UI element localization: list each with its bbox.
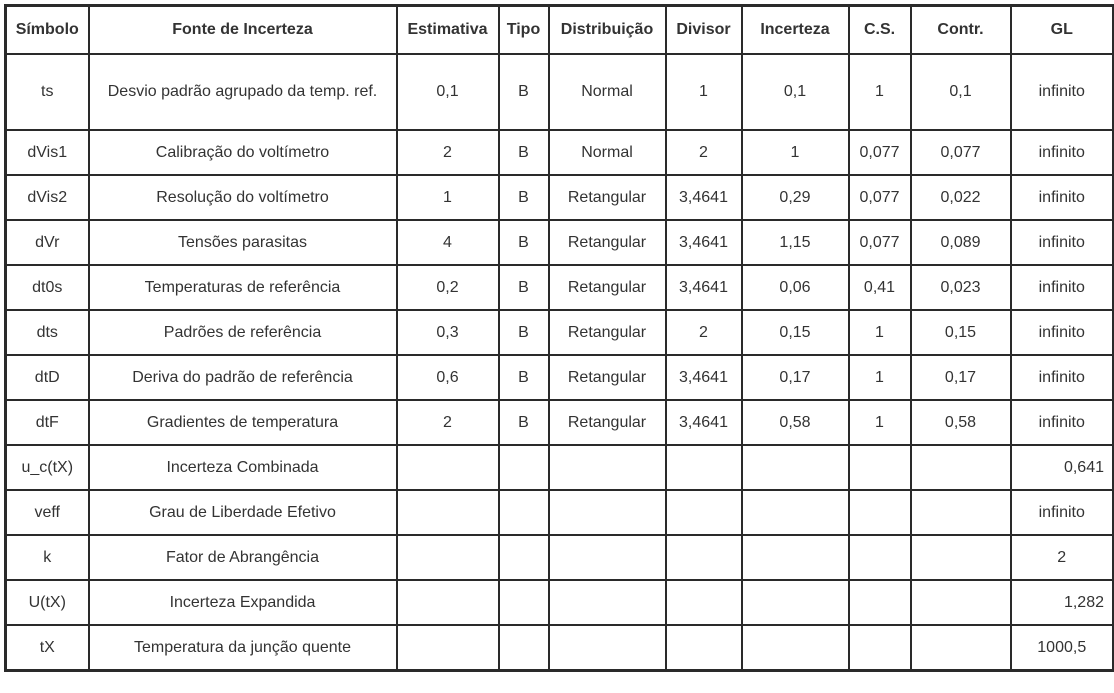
cell-incerteza: 1 — [742, 130, 849, 175]
cell-cs: 1 — [849, 355, 911, 400]
header-cs: C.S. — [849, 6, 911, 55]
cell-divisor: 3,4641 — [666, 220, 742, 265]
table-row — [6, 355, 1114, 400]
cell-empty — [666, 490, 742, 535]
cell-empty — [742, 445, 849, 490]
cell-estimativa: 2 — [397, 130, 499, 175]
cell-gl: infinito — [1011, 355, 1114, 400]
cell-fonte: Desvio padrão agrupado da temp. ref. — [89, 54, 397, 130]
cell-gl: infinito — [1011, 310, 1114, 355]
cell-cs: 1 — [849, 54, 911, 130]
table-row — [6, 130, 1114, 175]
cell-tipo: B — [499, 130, 549, 175]
cell-empty — [397, 580, 499, 625]
cell-tipo: B — [499, 310, 549, 355]
cell-empty — [666, 535, 742, 580]
cell-divisor: 1 — [666, 54, 742, 130]
summary-row-combined-uncertainty — [6, 445, 1114, 490]
cell-distribuicao: Retangular — [549, 310, 666, 355]
table-header — [6, 6, 1114, 55]
cell-simbolo: dts — [6, 310, 89, 355]
cell-empty — [849, 490, 911, 535]
cell-empty — [397, 625, 499, 671]
cell-gl: infinito — [1011, 220, 1114, 265]
cell-estimativa: 2 — [397, 400, 499, 445]
summary-row-coverage-factor — [6, 535, 1114, 580]
table-body — [6, 54, 1114, 671]
cell-fonte: Tensões parasitas — [89, 220, 397, 265]
cell-empty — [499, 625, 549, 671]
cell-fonte: Deriva do padrão de referência — [89, 355, 397, 400]
table-row — [6, 54, 1114, 130]
cell-contr: 0,077 — [911, 130, 1011, 175]
cell-gl: infinito — [1011, 130, 1114, 175]
cell-divisor: 2 — [666, 310, 742, 355]
cell-gl-value: infinito — [1011, 490, 1114, 535]
cell-empty — [849, 535, 911, 580]
table-row — [6, 265, 1114, 310]
cell-contr: 0,15 — [911, 310, 1011, 355]
cell-gl-value: 1,282 — [1011, 580, 1114, 625]
cell-simbolo: ts — [6, 54, 89, 130]
cell-empty — [549, 625, 666, 671]
cell-simbolo: k — [6, 535, 89, 580]
cell-estimativa: 1 — [397, 175, 499, 220]
cell-cs: 1 — [849, 400, 911, 445]
cell-distribuicao: Retangular — [549, 400, 666, 445]
cell-empty — [849, 445, 911, 490]
cell-gl: infinito — [1011, 175, 1114, 220]
cell-fonte: Fator de Abrangência — [89, 535, 397, 580]
cell-contr: 0,089 — [911, 220, 1011, 265]
cell-estimativa: 0,3 — [397, 310, 499, 355]
cell-empty — [742, 580, 849, 625]
header-gl: GL — [1011, 6, 1114, 55]
cell-incerteza: 0,58 — [742, 400, 849, 445]
cell-tipo: B — [499, 355, 549, 400]
cell-estimativa: 0,2 — [397, 265, 499, 310]
table-row — [6, 175, 1114, 220]
cell-empty — [742, 535, 849, 580]
table-row — [6, 220, 1114, 265]
cell-empty — [549, 490, 666, 535]
cell-distribuicao: Retangular — [549, 220, 666, 265]
cell-tipo: B — [499, 175, 549, 220]
cell-divisor: 2 — [666, 130, 742, 175]
cell-tipo: B — [499, 220, 549, 265]
cell-incerteza: 0,1 — [742, 54, 849, 130]
cell-empty — [911, 445, 1011, 490]
cell-divisor: 3,4641 — [666, 400, 742, 445]
cell-tipo: B — [499, 54, 549, 130]
cell-empty — [499, 580, 549, 625]
cell-distribuicao: Retangular — [549, 355, 666, 400]
cell-contr: 0,023 — [911, 265, 1011, 310]
cell-cs: 0,077 — [849, 175, 911, 220]
cell-empty — [911, 535, 1011, 580]
summary-row-expanded-uncertainty — [6, 580, 1114, 625]
cell-distribuicao: Normal — [549, 54, 666, 130]
cell-gl-value: 0,641 — [1011, 445, 1114, 490]
cell-empty — [742, 490, 849, 535]
cell-empty — [397, 535, 499, 580]
cell-fonte: Incerteza Combinada — [89, 445, 397, 490]
summary-row-hot-junction-temperature — [6, 625, 1114, 671]
cell-empty — [666, 580, 742, 625]
cell-contr: 0,1 — [911, 54, 1011, 130]
cell-empty — [499, 490, 549, 535]
cell-divisor: 3,4641 — [666, 175, 742, 220]
cell-empty — [911, 490, 1011, 535]
cell-simbolo: tX — [6, 625, 89, 671]
cell-fonte: Padrões de referência — [89, 310, 397, 355]
cell-incerteza: 0,15 — [742, 310, 849, 355]
cell-empty — [849, 580, 911, 625]
cell-cs: 0,41 — [849, 265, 911, 310]
summary-row-effective-dof — [6, 490, 1114, 535]
cell-fonte: Temperatura da junção quente — [89, 625, 397, 671]
header-divisor: Divisor — [666, 6, 742, 55]
cell-fonte: Resolução do voltímetro — [89, 175, 397, 220]
cell-fonte: Grau de Liberdade Efetivo — [89, 490, 397, 535]
header-row — [6, 6, 1114, 55]
cell-cs: 0,077 — [849, 220, 911, 265]
cell-distribuicao: Retangular — [549, 175, 666, 220]
cell-simbolo: dVis1 — [6, 130, 89, 175]
cell-gl-value: 2 — [1011, 535, 1114, 580]
cell-distribuicao: Retangular — [549, 265, 666, 310]
cell-simbolo: dVr — [6, 220, 89, 265]
cell-estimativa: 0,6 — [397, 355, 499, 400]
header-distribuicao: Distribuição — [549, 6, 666, 55]
header-fonte: Fonte de Incerteza — [89, 6, 397, 55]
cell-estimativa: 4 — [397, 220, 499, 265]
cell-tipo: B — [499, 400, 549, 445]
cell-empty — [849, 625, 911, 671]
cell-cs: 0,077 — [849, 130, 911, 175]
table-container — [4, 4, 1114, 672]
header-incerteza: Incerteza — [742, 6, 849, 55]
cell-simbolo: u_c(tX) — [6, 445, 89, 490]
header-estimativa: Estimativa — [397, 6, 499, 55]
cell-fonte: Calibração do voltímetro — [89, 130, 397, 175]
cell-gl-value: 1000,5 — [1011, 625, 1114, 671]
cell-incerteza: 0,29 — [742, 175, 849, 220]
cell-simbolo: dtD — [6, 355, 89, 400]
cell-fonte: Incerteza Expandida — [89, 580, 397, 625]
cell-empty — [666, 445, 742, 490]
cell-simbolo: dtF — [6, 400, 89, 445]
cell-empty — [549, 580, 666, 625]
cell-simbolo: dVis2 — [6, 175, 89, 220]
table-row — [6, 400, 1114, 445]
cell-gl: infinito — [1011, 400, 1114, 445]
cell-empty — [397, 445, 499, 490]
uncertainty-budget-table — [4, 4, 1114, 672]
cell-cs: 1 — [849, 310, 911, 355]
cell-tipo: B — [499, 265, 549, 310]
header-tipo: Tipo — [499, 6, 549, 55]
cell-incerteza: 0,17 — [742, 355, 849, 400]
cell-fonte: Temperaturas de referência — [89, 265, 397, 310]
cell-distribuicao: Normal — [549, 130, 666, 175]
cell-empty — [666, 625, 742, 671]
table-row — [6, 310, 1114, 355]
header-contr: Contr. — [911, 6, 1011, 55]
cell-divisor: 3,4641 — [666, 355, 742, 400]
cell-empty — [911, 580, 1011, 625]
cell-contr: 0,58 — [911, 400, 1011, 445]
cell-fonte: Gradientes de temperatura — [89, 400, 397, 445]
cell-simbolo: U(tX) — [6, 580, 89, 625]
cell-empty — [911, 625, 1011, 671]
cell-simbolo: dt0s — [6, 265, 89, 310]
cell-simbolo: veff — [6, 490, 89, 535]
cell-empty — [742, 625, 849, 671]
cell-incerteza: 1,15 — [742, 220, 849, 265]
cell-contr: 0,022 — [911, 175, 1011, 220]
cell-divisor: 3,4641 — [666, 265, 742, 310]
cell-empty — [499, 535, 549, 580]
cell-incerteza: 0,06 — [742, 265, 849, 310]
cell-estimativa: 0,1 — [397, 54, 499, 130]
cell-empty — [549, 535, 666, 580]
cell-contr: 0,17 — [911, 355, 1011, 400]
cell-empty — [549, 445, 666, 490]
header-simbolo: Símbolo — [6, 6, 89, 55]
cell-empty — [397, 490, 499, 535]
cell-empty — [499, 445, 549, 490]
cell-gl: infinito — [1011, 265, 1114, 310]
cell-gl: infinito — [1011, 54, 1114, 130]
